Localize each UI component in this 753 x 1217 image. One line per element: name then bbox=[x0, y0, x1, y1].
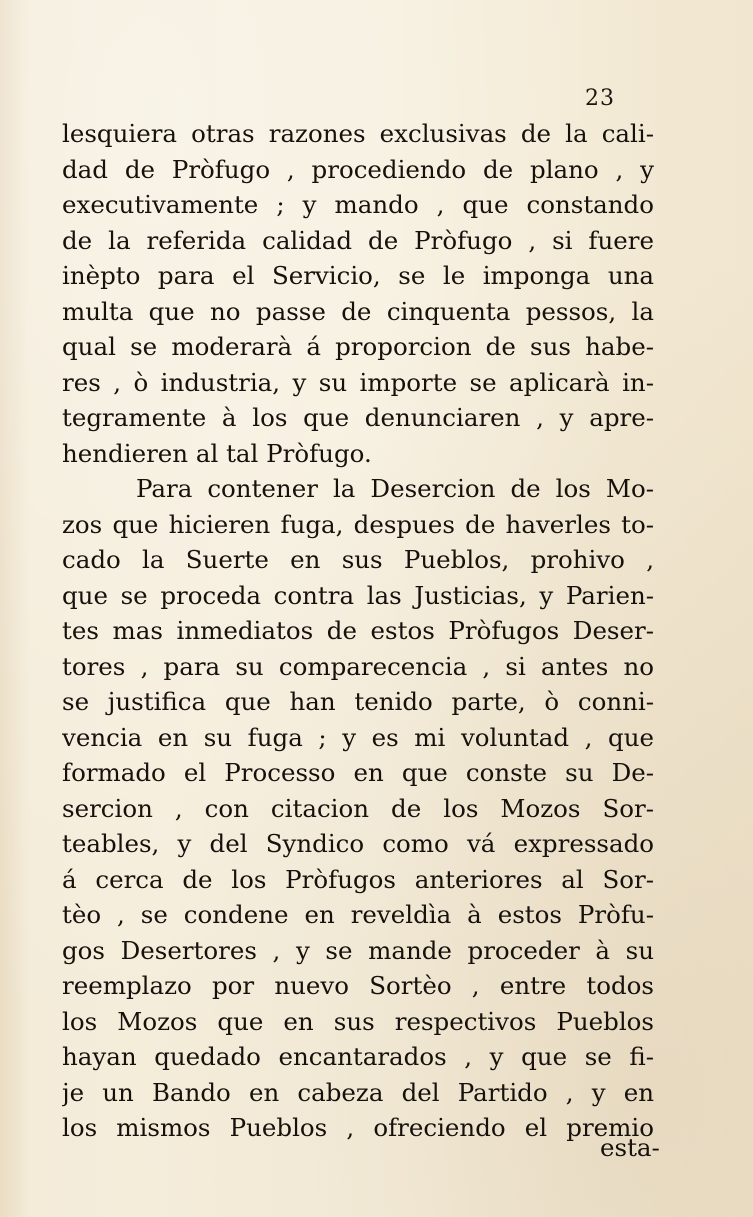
text-line: que se proceda contra las Justicias, y Parien- bbox=[62, 580, 654, 610]
text-line: de la referida calidad de Pròfugo , si fuere bbox=[62, 225, 654, 255]
text-line: tes mas inmediatos de estos Pròfugos Deser- bbox=[62, 616, 654, 645]
text-line: qual se moderarà á proporcion de sus habe- bbox=[62, 332, 654, 361]
text-line: vencia en su fuga ; y es mi voluntad , que bbox=[62, 722, 654, 752]
text-line: multa que no passe de cinquenta pessos, la bbox=[62, 296, 654, 326]
text-line: zos que hicieren fuga, despues de haverles to- bbox=[62, 509, 654, 539]
text-line: tores , para su comparecencia , si antes no bbox=[62, 651, 654, 681]
text-line: se justifica que han tenido parte, ò conni- bbox=[62, 687, 654, 716]
text-line: tegramente à los que denunciaren , y apre- bbox=[62, 403, 654, 432]
text-line: formado el Processo en que conste su De- bbox=[62, 758, 654, 787]
text-line: cado la Suerte en sus Pueblos, prohivo , bbox=[62, 545, 654, 574]
page-number: 23 bbox=[585, 86, 615, 111]
text-line: res , ò industria, y su importe se aplicarà in- bbox=[62, 367, 654, 397]
text-line: sercion , con citacion de los Mozos Sor- bbox=[62, 793, 654, 823]
text-line: los mismos Pueblos , ofreciendo el premio bbox=[62, 1113, 654, 1142]
text-line: hayan quedado encantarados , y que se fi- bbox=[62, 1042, 654, 1071]
text-line: je un Bando en cabeza del Partido , y en bbox=[62, 1077, 654, 1107]
text-line: á cerca de los Pròfugos anteriores al Sor- bbox=[62, 864, 654, 894]
catchword: esta- bbox=[600, 1133, 660, 1162]
text-line: inèpto para el Servicio, se le imponga una bbox=[62, 261, 654, 290]
text-line: los Mozos que en sus respectivos Pueblos bbox=[62, 1006, 654, 1036]
text-line: lesquiera otras razones exclusivas de la cali- bbox=[62, 119, 654, 148]
text-line: tèo , se condene en reveldìa à estos Pròfu- bbox=[62, 900, 654, 929]
body-text bbox=[62, 116, 654, 1146]
text-line: executivamente ; y mando , que constando bbox=[62, 190, 654, 219]
text-line: reemplazo por nuevo Sortèo , entre todos bbox=[62, 971, 654, 1000]
text-line: teables, y del Syndico como vá expressado bbox=[62, 829, 654, 858]
text-line: gos Desertores , y se mande proceder à su bbox=[62, 935, 654, 965]
text-line: dad de Pròfugo , procediendo de plano , y bbox=[62, 154, 654, 184]
paragraph-end-line: hendieren al tal Pròfugo. bbox=[62, 438, 372, 468]
paragraph-start-line: Para contener la Desercion de los Mo- bbox=[136, 474, 654, 503]
